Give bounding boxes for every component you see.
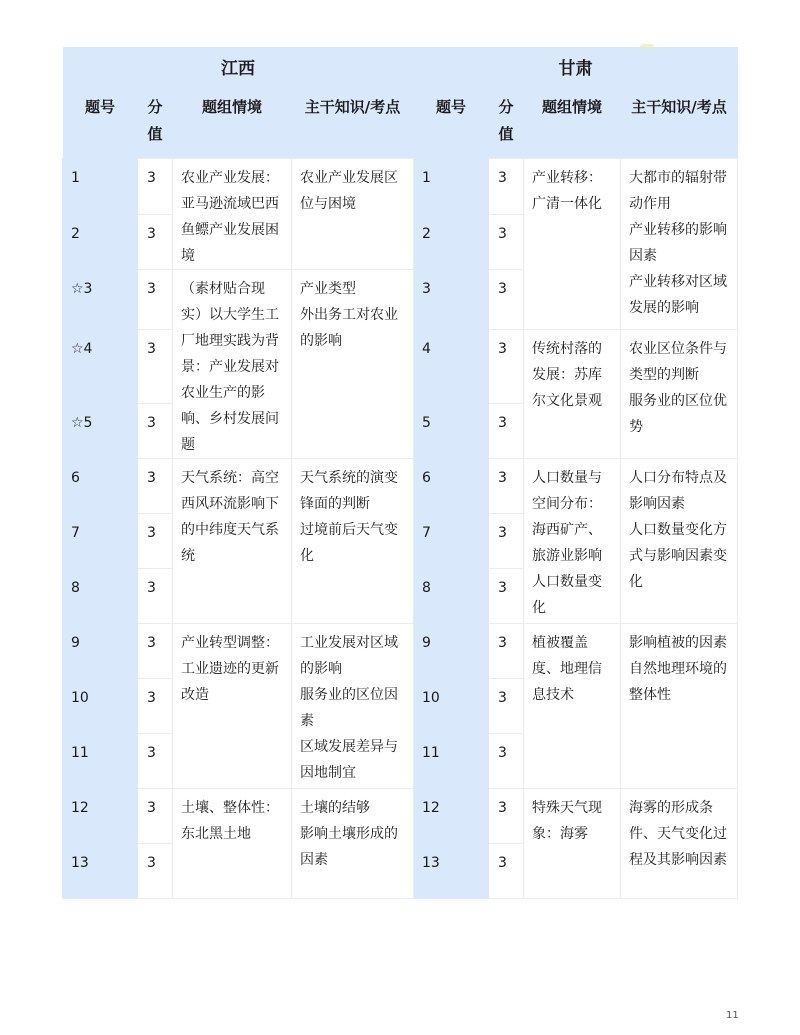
knowledge-points-cell: 天气系统的演变 锋面的判断 过境前后天气变化 bbox=[292, 459, 414, 624]
knowledge-points-cell: 人口分布特点及影响因素 人口数量变化方式与影响因素变化 bbox=[621, 459, 738, 624]
question-number-cell: 2 bbox=[414, 214, 489, 270]
question-number-cell: 10 bbox=[414, 679, 489, 734]
region-header-row bbox=[63, 47, 738, 90]
question-number-cell: 7 bbox=[414, 514, 489, 569]
header-knowledge: 主干知识/考点 bbox=[292, 90, 414, 159]
column-header-row bbox=[63, 90, 738, 159]
header-knowledge: 主干知识/考点 bbox=[621, 90, 738, 159]
knowledge-points-cell: 影响植被的因素 自然地理环境的整体性 bbox=[621, 624, 738, 789]
exam-analysis-table-container bbox=[62, 47, 737, 900]
question-number-cell: 1 bbox=[63, 159, 138, 215]
question-number-cell: 13 bbox=[414, 844, 489, 899]
question-number-cell: 6 bbox=[63, 459, 138, 514]
score-cell: 3 bbox=[489, 403, 524, 459]
question-number-cell: 10 bbox=[63, 679, 138, 734]
exam-analysis-table bbox=[62, 47, 738, 899]
question-number-cell: 8 bbox=[63, 569, 138, 624]
header-question-number: 题号 bbox=[414, 90, 489, 159]
score-cell: 3 bbox=[138, 403, 173, 459]
question-context-cell: 农业产业发展：亚马逊流域巴西鱼鳔产业发展困境 bbox=[173, 159, 292, 270]
score-cell: 3 bbox=[138, 569, 173, 624]
question-number-cell: 12 bbox=[414, 789, 489, 844]
score-cell: 3 bbox=[138, 789, 173, 844]
question-number-cell: 4 bbox=[414, 330, 489, 404]
question-context-cell: （素材贴合现实）以大学生工厂地理实践为背景：产业发展对农业生产的影响、乡村发展问题 bbox=[173, 270, 292, 459]
question-number-cell: ☆5 bbox=[63, 403, 138, 459]
score-cell: 3 bbox=[489, 514, 524, 569]
page-number: 11 bbox=[726, 1010, 739, 1021]
score-cell: 3 bbox=[489, 624, 524, 679]
score-cell: 3 bbox=[489, 159, 524, 215]
table-row bbox=[63, 459, 738, 514]
question-number-cell: 9 bbox=[63, 624, 138, 679]
knowledge-points-cell: 海雾的形成条件、天气变化过程及其影响因素 bbox=[621, 789, 738, 899]
region-title-jiangxi: 江西 bbox=[63, 47, 414, 90]
score-cell: 3 bbox=[138, 330, 173, 404]
question-number-cell: 1 bbox=[414, 159, 489, 215]
table-row bbox=[63, 789, 738, 844]
score-cell: 3 bbox=[138, 214, 173, 270]
question-context-cell: 植被覆盖度、地理信息技术 bbox=[524, 624, 621, 789]
question-number-cell: ☆3 bbox=[63, 270, 138, 330]
question-context-cell: 土壤、整体性：东北黑土地 bbox=[173, 789, 292, 899]
knowledge-points-cell: 农业区位条件与类型的判断 服务业的区位优势 bbox=[621, 330, 738, 459]
header-context: 题组情境 bbox=[524, 90, 621, 159]
score-cell: 3 bbox=[489, 679, 524, 734]
table-row bbox=[63, 624, 738, 679]
score-cell: 3 bbox=[489, 734, 524, 789]
score-cell: 3 bbox=[489, 330, 524, 404]
knowledge-points-cell: 农业产业发展区位与困境 bbox=[292, 159, 414, 270]
score-cell: 3 bbox=[489, 569, 524, 624]
score-cell: 3 bbox=[489, 789, 524, 844]
knowledge-points-cell: 大都市的辐射带动作用 产业转移的影响因素 产业转移对区域发展的影响 bbox=[621, 159, 738, 330]
question-number-cell: 9 bbox=[414, 624, 489, 679]
question-number-cell: 8 bbox=[414, 569, 489, 624]
header-question-number: 题号 bbox=[63, 90, 138, 159]
question-number-cell: 5 bbox=[414, 403, 489, 459]
header-score: 分值 bbox=[138, 90, 173, 159]
question-context-cell: 产业转型调整：工业遗迹的更新改造 bbox=[173, 624, 292, 789]
question-number-cell: 12 bbox=[63, 789, 138, 844]
question-number-cell: 2 bbox=[63, 214, 138, 270]
table-row bbox=[63, 159, 738, 215]
knowledge-points-cell: 产业类型 外出务工对农业的影响 bbox=[292, 270, 414, 459]
question-number-cell: 11 bbox=[63, 734, 138, 789]
knowledge-points-cell: 土壤的结够 影响土壤形成的因素 bbox=[292, 789, 414, 899]
question-context-cell: 产业转移：广清一体化 bbox=[524, 159, 621, 330]
knowledge-points-cell: 工业发展对区域的影响 服务业的区位因素 区域发展差异与因地制宜 bbox=[292, 624, 414, 789]
question-context-cell: 天气系统：高空西风环流影响下的中纬度天气系统 bbox=[173, 459, 292, 624]
question-number-cell: 3 bbox=[414, 270, 489, 330]
region-title-gansu: 甘肃 bbox=[414, 47, 738, 90]
question-context-cell: 人口数量与空间分布：海西矿产、旅游业影响人口数量变化 bbox=[524, 459, 621, 624]
score-cell: 3 bbox=[138, 734, 173, 789]
score-cell: 3 bbox=[138, 679, 173, 734]
header-context: 题组情境 bbox=[173, 90, 292, 159]
question-number-cell: 13 bbox=[63, 844, 138, 899]
question-number-cell: 6 bbox=[414, 459, 489, 514]
question-number-cell: 11 bbox=[414, 734, 489, 789]
score-cell: 3 bbox=[489, 214, 524, 270]
question-context-cell: 传统村落的发展：苏库尔文化景观 bbox=[524, 330, 621, 459]
score-cell: 3 bbox=[138, 459, 173, 514]
score-cell: 3 bbox=[489, 459, 524, 514]
score-cell: 3 bbox=[138, 844, 173, 899]
question-context-cell: 特殊天气现象：海雾 bbox=[524, 789, 621, 899]
question-number-cell: ☆4 bbox=[63, 330, 138, 404]
score-cell: 3 bbox=[138, 270, 173, 330]
question-number-cell: 7 bbox=[63, 514, 138, 569]
score-cell: 3 bbox=[489, 270, 524, 330]
table-body bbox=[63, 159, 738, 899]
score-cell: 3 bbox=[138, 514, 173, 569]
header-score: 分值 bbox=[489, 90, 524, 159]
score-cell: 3 bbox=[138, 624, 173, 679]
score-cell: 3 bbox=[489, 844, 524, 899]
score-cell: 3 bbox=[138, 159, 173, 215]
